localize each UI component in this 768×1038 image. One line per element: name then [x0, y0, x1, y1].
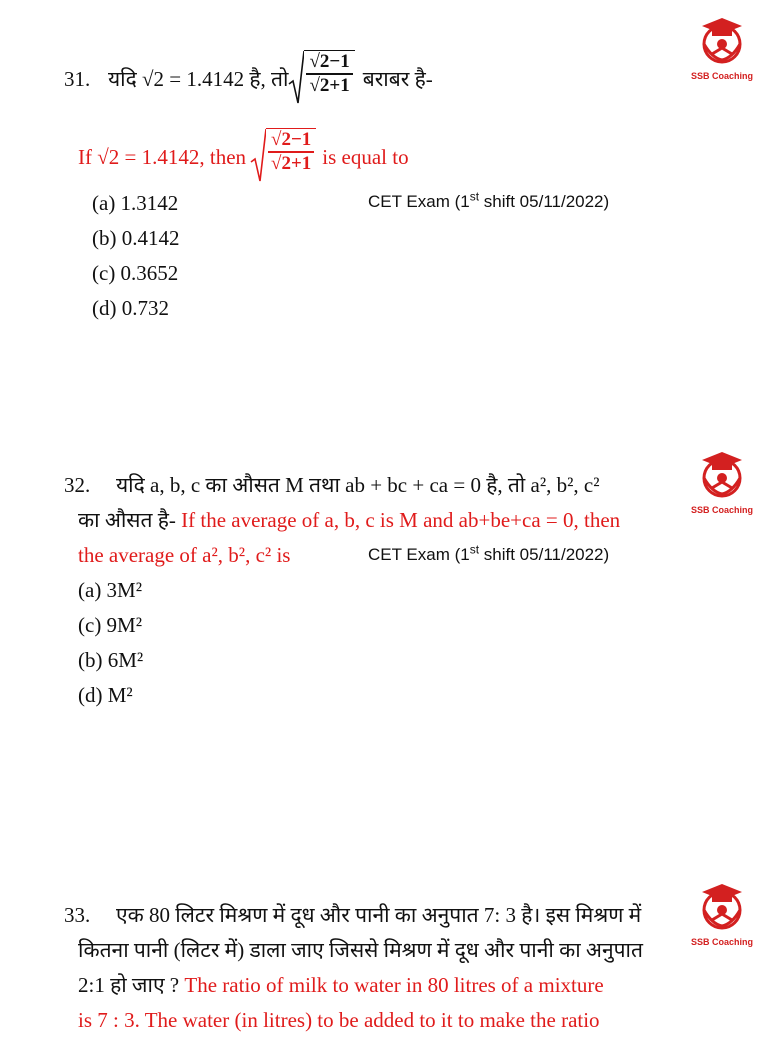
q31-frac-den: √2+1 [309, 75, 350, 96]
ssb-logo [686, 880, 758, 947]
q32-english-line2: If the average of a, b, c is M and ab+be+ca = 0, then [181, 508, 621, 532]
q33-number: 33. [64, 903, 91, 927]
q32-english-line3: the average of a², b², c² is [78, 543, 291, 567]
q31-fraction-en [266, 128, 316, 186]
q31-option[interactable]: (c) 0.3652 [92, 261, 179, 285]
q33-line1 [64, 898, 641, 933]
q33-hindi-line3: 2:1 हो जाए ? [78, 973, 180, 997]
logo-text: SSB Coaching [690, 71, 753, 81]
q31-exam-label [368, 189, 610, 212]
sqrt-sign-icon [288, 50, 304, 108]
q33-line2 [78, 933, 643, 968]
sqrt-sign-icon [250, 128, 266, 186]
q33-line4 [78, 1003, 600, 1038]
q31-english-suffix: is equal to [322, 144, 409, 169]
q32-option[interactable]: (d) M² [78, 683, 133, 707]
q33-english-line3: The ratio of milk to water in 80 litres of a mixture [184, 973, 604, 997]
q31-hindi-suffix: बराबर है- [362, 66, 433, 91]
q31-radical [288, 50, 354, 108]
q31-number: 31. [64, 66, 91, 91]
exam-sup: st [469, 542, 480, 557]
exam-rest: shift 05/11/2022) [479, 545, 610, 564]
q31-hindi-line [64, 50, 433, 108]
q31-option[interactable]: (d) 0.732 [92, 296, 169, 320]
q33-hindi-line1: एक 80 लिटर मिश्रण में दूध और पानी का अनुपात 7: 3 है। इस मिश्रण में [116, 903, 642, 927]
q32-line3 [78, 538, 290, 573]
graduation-cap-icon [694, 14, 750, 68]
ssb-logo [686, 448, 758, 515]
logo-text: SSB Coaching [690, 937, 753, 947]
ssb-logo [686, 14, 758, 81]
q31-frac-num: √2−1 [306, 51, 352, 75]
graduation-cap-icon [694, 448, 750, 502]
exam-sup: st [469, 189, 480, 204]
graduation-cap-icon [694, 880, 750, 934]
q32-option[interactable]: (a) 3M² [78, 578, 143, 602]
q32-hindi-line2: का औसत है- [78, 508, 176, 532]
q32-option[interactable]: (c) 9M² [78, 613, 143, 637]
q31-frac-den: √2+1 [271, 153, 312, 174]
q32-option[interactable]: (b) 6M² [78, 648, 144, 672]
q33-line3 [78, 968, 604, 1003]
exam-text: CET Exam (1 [368, 545, 470, 564]
q31-english-line [78, 128, 409, 186]
q31-english-prefix: If √2 = 1.4142, then [78, 144, 247, 169]
q33-english-line4: is 7 : 3. The water (in litres) to be added to it to make the ratio [78, 1008, 600, 1032]
q31-option[interactable]: (b) 0.4142 [92, 226, 180, 250]
q32-line2 [78, 503, 620, 538]
q32-hindi-line1: यदि a, b, c का औसत M तथा ab + bc + ca = 0 है, तो a², b², c² [116, 473, 600, 497]
q31-option[interactable]: (a) 1.3142 [92, 191, 179, 215]
q31-fraction [304, 50, 354, 108]
q32-line1 [64, 468, 600, 503]
q32-number: 32. [64, 473, 91, 497]
q31-radical-en [250, 128, 316, 186]
exam-text: CET Exam (1 [368, 192, 470, 211]
logo-text: SSB Coaching [690, 505, 753, 515]
q31-options [92, 186, 180, 326]
q32-options [78, 573, 143, 713]
exam-rest: shift 05/11/2022) [479, 192, 610, 211]
q33-hindi-line2: कितना पानी (लिटर में) डाला जाए जिससे मिश्रण में दूध और पानी का अनुपात [78, 938, 643, 962]
q32-exam-label [368, 542, 610, 565]
q31-frac-num: √2−1 [268, 129, 314, 153]
q31-hindi-prefix: यदि √2 = 1.4142 है, तो [108, 66, 289, 91]
